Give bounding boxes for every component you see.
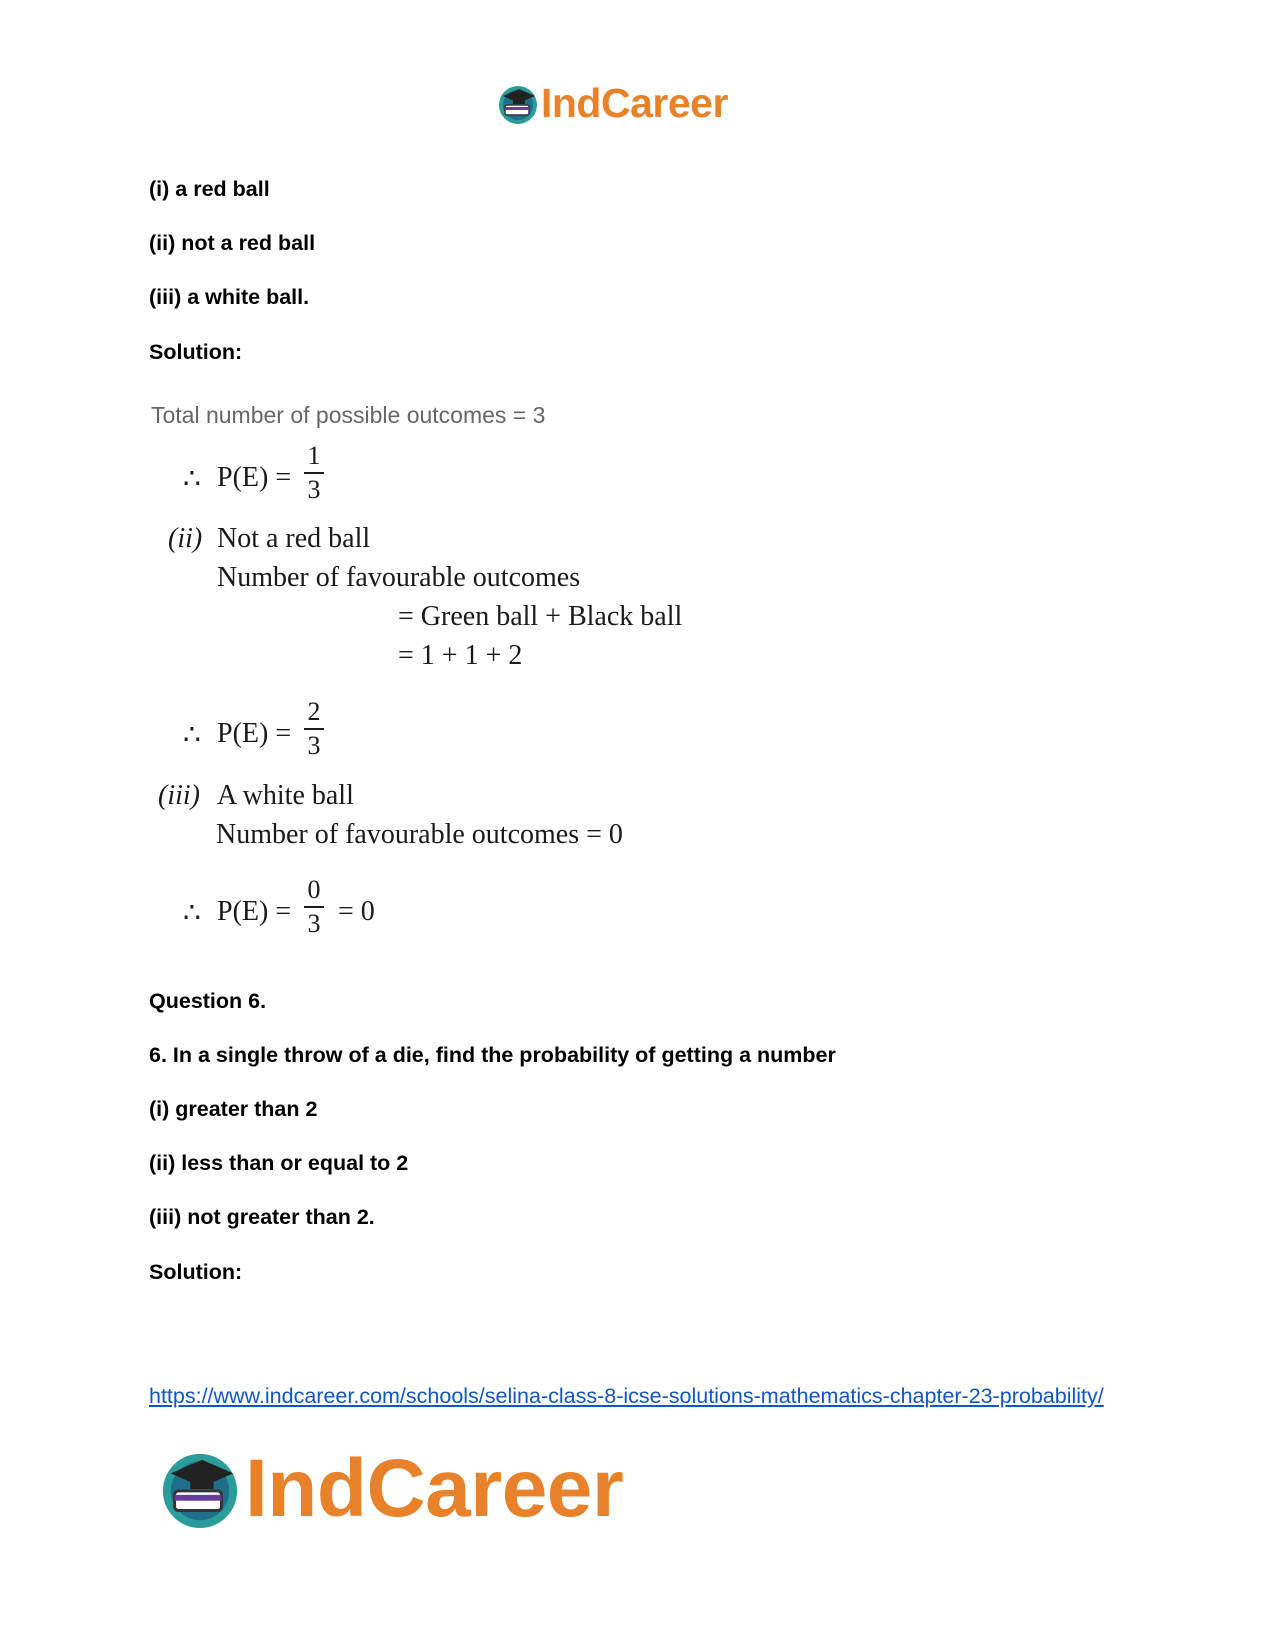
fraction-1-bar [304, 472, 324, 474]
fraction-3-denominator: 3 [307, 908, 321, 938]
pe-label-3: P(E) = [217, 896, 292, 927]
fraction-2-numerator: 2 [307, 697, 321, 726]
question-6-item-1: (i) greater than 2 [149, 1097, 318, 1121]
part-iii-text: A white ball [217, 780, 354, 811]
part-iii-label: (iii) [158, 780, 200, 811]
question-6-prompt: 6. In a single throw of a die, find the probability of getting a number [149, 1043, 836, 1067]
fraction-3-result: = 0 [338, 896, 375, 927]
fraction-1-denominator: 3 [307, 474, 321, 504]
therefore-symbol-1: ∴ [183, 464, 201, 495]
pe-label-2: P(E) = [217, 718, 292, 749]
fraction-2 [300, 698, 328, 760]
prev-item-3: (iii) a white ball. [149, 285, 310, 309]
fraction-1-numerator: 1 [307, 441, 321, 470]
therefore-symbol-3: ∴ [183, 898, 201, 929]
graduation-cap-book-icon [497, 83, 539, 125]
question-6-heading: Question 6. [149, 989, 267, 1013]
graduation-cap-book-icon [159, 1448, 241, 1530]
fraction-3-bar [304, 906, 324, 908]
equation-line-2: = 1 + 1 + 2 [398, 640, 523, 671]
header-logo-text: IndCareer [541, 80, 728, 126]
prev-item-2: (ii) not a red ball [149, 231, 316, 255]
part-ii-label: (ii) [168, 523, 203, 554]
footer-logo-text: IndCareer [245, 1443, 624, 1534]
fraction-2-denominator: 3 [307, 730, 321, 760]
fraction-1 [300, 442, 328, 504]
solution-label-2: Solution: [149, 1260, 243, 1284]
question-6-item-3: (iii) not greater than 2. [149, 1205, 375, 1229]
header-logo [497, 80, 728, 127]
fraction-2-bar [304, 728, 324, 730]
favourable-line-1: Number of favourable outcomes [217, 562, 581, 593]
footer-logo [159, 1442, 623, 1536]
fraction-3 [300, 876, 328, 938]
therefore-symbol-2: ∴ [183, 720, 201, 751]
footer-source-link[interactable]: https://www.indcareer.com/schools/selina-class-8-icse-solutions-mathematics-chapter-23-probability/ [149, 1384, 1104, 1408]
part-ii-text: Not a red ball [217, 523, 371, 554]
fraction-3-numerator: 0 [307, 875, 321, 904]
solution-label-1: Solution: [149, 340, 243, 364]
favourable-line-2: Number of favourable outcomes = 0 [216, 819, 623, 850]
pe-label-1: P(E) = [217, 462, 292, 493]
question-6-item-2: (ii) less than or equal to 2 [149, 1151, 409, 1175]
total-outcomes-line: Total number of possible outcomes = 3 [151, 402, 546, 428]
prev-item-1: (i) a red ball [149, 177, 270, 201]
equation-line-1: = Green ball + Black ball [398, 601, 683, 632]
